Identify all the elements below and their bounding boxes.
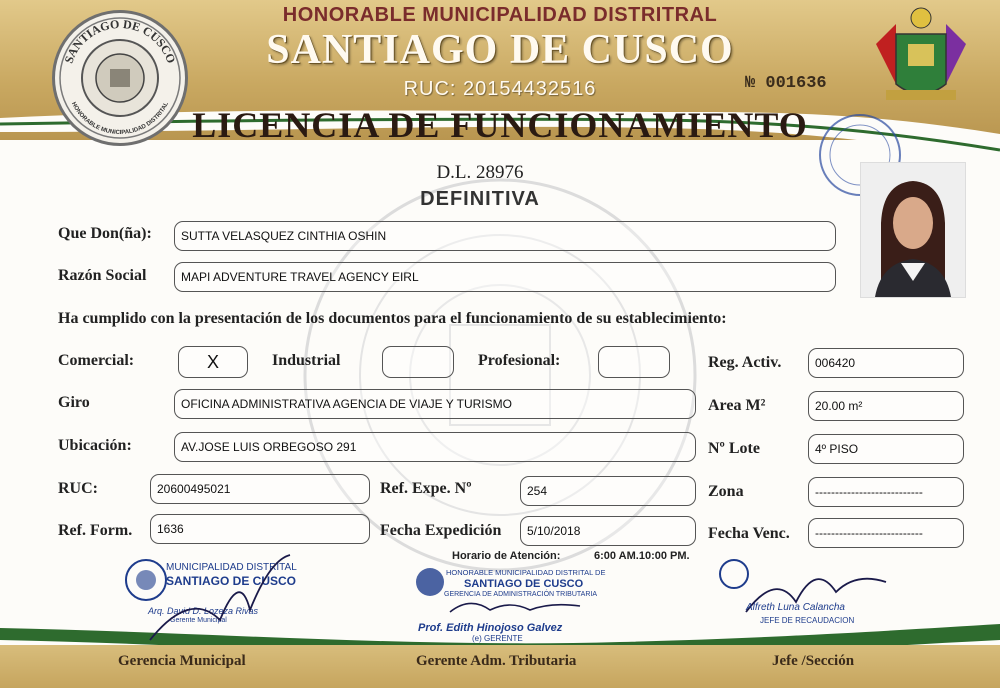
district-name: SANTIAGO DE CUSCO bbox=[266, 27, 734, 73]
lot-field: 4º PISO bbox=[808, 434, 964, 464]
ruc-label: RUC: bbox=[58, 480, 98, 497]
holder-photo bbox=[860, 162, 966, 298]
right-stamp-name: Alfreth Luna Calancha bbox=[746, 602, 845, 613]
zone-field: --------------------------- bbox=[808, 477, 964, 507]
middle-signature bbox=[440, 594, 590, 620]
activity-register-label: Reg. Activ. bbox=[708, 354, 782, 371]
business-activity-field: OFICINA ADMINISTRATIVA AGENCIA DE VIAJE Y TURISMO bbox=[174, 389, 696, 419]
left-stamp-line1: MUNICIPALIDAD DISTRITAL bbox=[166, 562, 297, 573]
activity-register-field: 006420 bbox=[808, 348, 964, 378]
hours-label: Horario de Atención: bbox=[452, 550, 561, 562]
holder-name-field: SUTTA VELASQUEZ CINTHIA OSHIN bbox=[174, 221, 836, 251]
commercial-label: Comercial: bbox=[58, 352, 135, 369]
issue-date-label: Fecha Expedición bbox=[380, 522, 502, 539]
document-title: LICENCIA DE FUNCIONAMIENTO bbox=[192, 105, 808, 145]
hours-value: 6:00 AM.10:00 PM. bbox=[594, 550, 690, 562]
license-type: DEFINITIVA bbox=[420, 188, 540, 210]
municipality-ruc: RUC: 20154432516 bbox=[403, 78, 597, 100]
left-stamp-role: Gerente Municipal bbox=[170, 617, 227, 624]
middle-stamp-name: Prof. Edith Hinojoso Galvez bbox=[418, 622, 563, 634]
zone-label: Zona bbox=[708, 483, 744, 500]
signature-label-right: Jefe /Sección bbox=[772, 653, 855, 669]
signature-label-center: Gerente Adm. Tributaria bbox=[416, 653, 577, 669]
business-name-field: MAPI ADVENTURE TRAVEL AGENCY EIRL bbox=[174, 262, 836, 292]
area-label: Area M² bbox=[708, 397, 766, 414]
business-activity-label: Giro bbox=[58, 394, 90, 411]
location-label: Ubicación: bbox=[58, 437, 132, 454]
industrial-checkbox bbox=[382, 346, 454, 378]
business-name-label: Razón Social bbox=[58, 267, 147, 284]
commercial-checkbox: X bbox=[178, 346, 248, 378]
seal-top-text: SANTIAGO DE CUSCO bbox=[61, 16, 179, 66]
left-stamp-line2: SANTIAGO DE CUSCO bbox=[166, 574, 297, 588]
professional-label: Profesional: bbox=[478, 352, 561, 369]
location-field: AV.JOSE LUIS ORBEGOSO 291 bbox=[174, 432, 696, 462]
file-ref-field: 254 bbox=[520, 476, 696, 506]
right-stamp-role: JEFE DE RECAUDACION bbox=[760, 616, 855, 625]
form-ref-field: 1636 bbox=[150, 514, 370, 544]
left-signature bbox=[130, 550, 300, 650]
lot-label: Nº Lote bbox=[708, 440, 760, 457]
industrial-label: Industrial bbox=[272, 352, 341, 369]
file-ref-label: Ref. Expe. Nº bbox=[380, 480, 472, 497]
issue-date-field: 5/10/2018 bbox=[520, 516, 696, 546]
holder-label: Que Don(ña): bbox=[58, 225, 152, 242]
ruc-field: 20600495021 bbox=[150, 474, 370, 504]
signature-label-left: Gerencia Municipal bbox=[118, 653, 246, 669]
left-stamp-name: Arq. David D. Lozeza Rivas bbox=[148, 606, 259, 616]
area-field: 20.00 m² bbox=[808, 391, 964, 421]
expiry-date-field: --------------------------- bbox=[808, 518, 964, 548]
professional-checkbox bbox=[598, 346, 670, 378]
serial-number: № 001636 bbox=[745, 74, 827, 93]
middle-stamp-role: (e) GERENTE bbox=[472, 634, 523, 643]
middle-stamp-line2: SANTIAGO DE CUSCO bbox=[464, 578, 584, 590]
compliance-statement: Ha cumplido con la presentación de los documentos para el funcionamiento de su establecimiento: bbox=[58, 310, 727, 327]
expiry-date-label: Fecha Venc. bbox=[708, 525, 790, 542]
form-ref-label: Ref. Form. bbox=[58, 522, 133, 539]
decree-number: D.L. 28976 bbox=[436, 162, 524, 183]
municipality-name: HONORABLE MUNICIPALIDAD DISTRITRAL bbox=[282, 4, 718, 26]
middle-stamp-line3: GERENCIA DE ADMINISTRACIÓN TRIBUTARIA bbox=[444, 591, 597, 598]
middle-stamp-line1: HONORABLE MUNICIPALIDAD DISTRITAL DE bbox=[446, 568, 606, 577]
seal-bottom-text: HONORABLE MUNICIPALIDAD DISTRITAL bbox=[69, 101, 171, 137]
